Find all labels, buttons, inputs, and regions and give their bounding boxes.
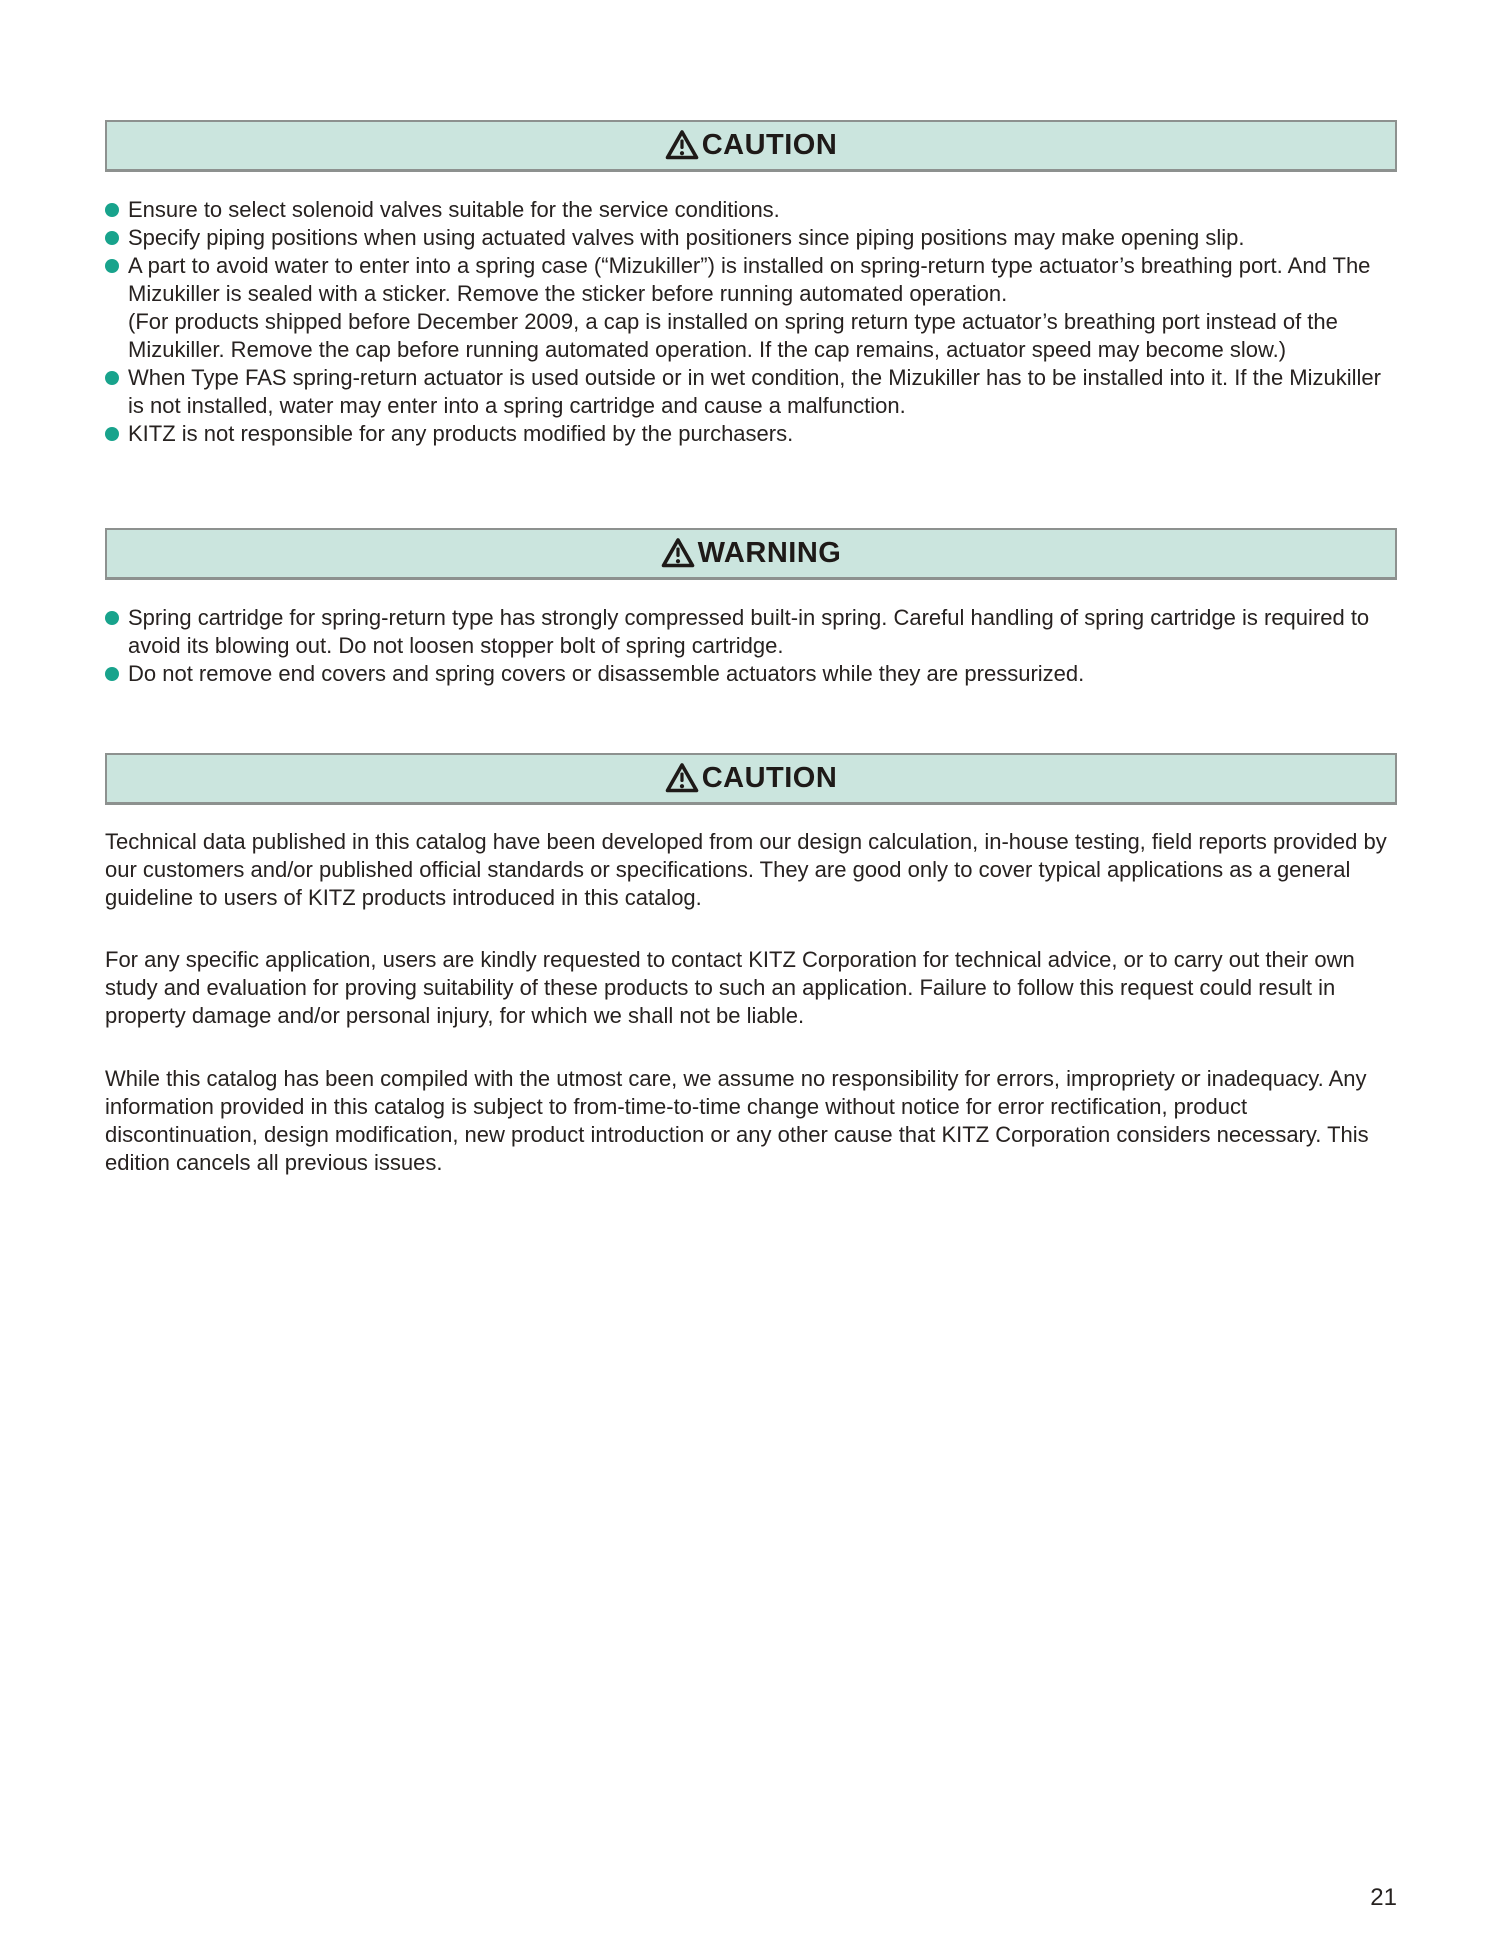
- bullet-dot-icon: [105, 203, 119, 217]
- page-number: 21: [1370, 1884, 1397, 1911]
- alert-title: CAUTION: [701, 129, 838, 161]
- caution-1-header: [105, 120, 1397, 172]
- bullet-dot-icon: [105, 667, 119, 681]
- bullet-dot-icon: [105, 611, 119, 625]
- list-item-text: A part to avoid water to enter into a spring case (“Mizukiller”) is installed on spring-return type actuator’s breathing port. And The Mizukiller is sealed with a sticker. Remove the sticker before running automated operation.: [128, 253, 1371, 306]
- list-item: [105, 224, 1397, 252]
- list-item-text: Specify piping positions when using actuated valves with positioners since piping positions may make opening slip.: [128, 225, 1245, 250]
- caution-section-1: [105, 120, 1397, 448]
- list-item-note: (For products shipped before December 2009, a cap is installed on spring return type actuator’s breathing port instead of the Mizukiller. Remove the cap before running automated operation. If the cap remains, actuator speed may become slow.): [128, 309, 1338, 362]
- page-content: [105, 0, 1397, 1177]
- list-item-text: Do not remove end covers and spring covers or disassemble actuators while they are pressurized.: [128, 661, 1085, 686]
- list-item: [105, 252, 1397, 364]
- warning-list: [105, 604, 1397, 688]
- list-item: [105, 364, 1397, 420]
- list-item-text: Ensure to select solenoid valves suitable for the service conditions.: [128, 197, 780, 222]
- warning-triangle-icon: [665, 762, 699, 793]
- list-item-text: KITZ is not responsible for any products modified by the purchasers.: [128, 421, 794, 446]
- caution-2-header: [105, 753, 1397, 805]
- warning-triangle-icon: [665, 129, 699, 160]
- list-item: [105, 420, 1397, 448]
- caution-1-list: [105, 196, 1397, 448]
- list-item-text: When Type FAS spring-return actuator is used outside or in wet condition, the Mizukiller has to be installed into it. If the Mizukiller is not installed, water may enter into a spring cartridge and cause a malfunction.: [128, 365, 1381, 418]
- bullet-dot-icon: [105, 231, 119, 245]
- warning-header: [105, 528, 1397, 580]
- warning-triangle-icon: [661, 537, 695, 568]
- disclaimer-paragraph: Technical data published in this catalog have been developed from our design calculation, in-house testing, field reports provided by our customers and/or published official standards or specifications. They are good only to cover typical applications as a general guideline to users of KITZ products introduced in this catalog.: [105, 829, 1387, 910]
- caution-section-2: [105, 753, 1397, 1177]
- alert-title: WARNING: [697, 537, 842, 569]
- alert-title: CAUTION: [701, 762, 838, 794]
- warning-section: [105, 528, 1397, 688]
- list-item: [105, 196, 1397, 224]
- bullet-dot-icon: [105, 259, 119, 273]
- list-item: [105, 604, 1397, 660]
- disclaimer-paragraph: For any specific application, users are kindly requested to contact KITZ Corporation for technical advice, or to carry out their own study and evaluation for proving suitability of these products to such an application. Failure to follow this request could result in property damage and/or personal injury, for which we shall not be liable.: [105, 947, 1355, 1028]
- bullet-dot-icon: [105, 371, 119, 385]
- list-item: [105, 660, 1397, 688]
- disclaimer-paragraph: While this catalog has been compiled with the utmost care, we assume no responsibility for errors, impropriety or inadequacy. Any information provided in this catalog is subject to from-time-to-time change without notice for error rectification, product discontinuation, design modification, new product introduction or any other cause that KITZ Corporation considers necessary. This edition cancels all previous issues.: [105, 1066, 1369, 1175]
- list-item-text: Spring cartridge for spring-return type has strongly compressed built-in spring. Careful handling of spring cartridge is required to avoid its blowing out. Do not loosen stopper bolt of spring cartridge.: [128, 605, 1370, 658]
- bullet-dot-icon: [105, 427, 119, 441]
